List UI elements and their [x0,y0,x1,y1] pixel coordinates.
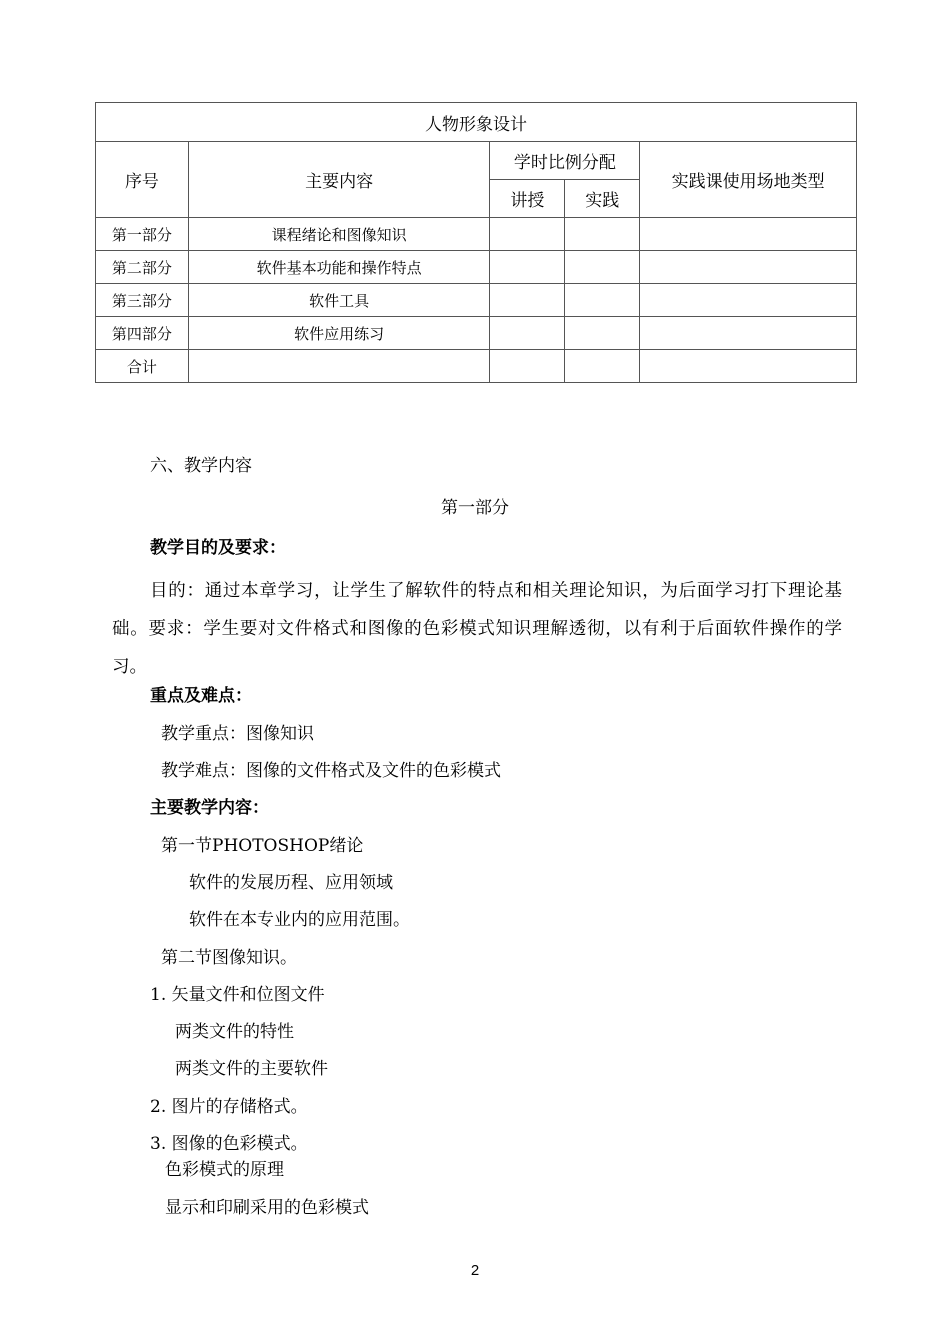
row-venue [640,284,857,317]
header-seq: 序号 [96,142,189,218]
total-label: 合计 [96,350,189,383]
objectives-heading: 教学目的及要求： [150,538,286,558]
lesson-1-item: 软件的发展历程、应用领域 [189,873,393,893]
row-venue [640,317,857,350]
row-content: 课程绪论和图像知识 [188,218,490,251]
row-venue [640,251,857,284]
list-subitem: 色彩模式的原理 [165,1160,284,1180]
row-content: 软件应用练习 [188,317,490,350]
header-lecture: 讲授 [490,180,565,218]
list-item: 2. 图片的存储格式。 [150,1097,308,1117]
row-lecture [490,317,565,350]
row-practice [565,350,640,383]
row-content: 软件基本功能和操作特点 [188,251,490,284]
table-row [96,317,857,350]
list-item: 3. 图像的色彩模式。 [150,1134,308,1154]
row-venue [640,218,857,251]
list-item: 1. 矢量文件和位图文件 [150,985,325,1005]
table-total-row [96,350,857,383]
row-seq: 第二部分 [96,251,189,284]
lesson-2-title: 第二节图像知识。 [161,948,297,968]
row-seq: 第四部分 [96,317,189,350]
row-lecture [490,350,565,383]
key-point: 教学重点：图像知识 [161,724,314,744]
header-content: 主要内容 [188,142,490,218]
row-lecture [490,251,565,284]
list-subitem: 两类文件的主要软件 [175,1059,328,1079]
part-title: 第一部分 [441,498,509,518]
header-practice: 实践 [565,180,640,218]
header-venue: 实践课使用场地类型 [640,142,857,218]
table-title: 人物形象设计 [96,103,857,142]
page-number: 2 [470,1262,480,1279]
row-practice [565,251,640,284]
course-hours-table [95,102,857,383]
difficulty-point: 教学难点：图像的文件格式及文件的色彩模式 [161,761,501,781]
row-seq: 第一部分 [96,218,189,251]
table-row [96,284,857,317]
list-subitem: 两类文件的特性 [175,1022,294,1042]
row-venue [640,350,857,383]
table-row [96,251,857,284]
row-content: 软件工具 [188,284,490,317]
row-content [188,350,490,383]
section-heading: 六、教学内容 [150,456,252,476]
row-practice [565,284,640,317]
lesson-1-item: 软件在本专业内的应用范围。 [189,910,410,930]
table-row [96,218,857,251]
objectives-paragraph: 目的：通过本章学习，让学生了解软件的特点和相关理论知识，为后面学习打下理论基础。要求：学生要对文件格式和图像的色彩模式知识理解透彻，以有利于后面软件操作的学习。 [112,581,842,677]
key-heading: 重点及难点： [150,686,252,706]
row-practice [565,218,640,251]
header-hours: 学时比例分配 [490,142,640,180]
row-practice [565,317,640,350]
row-lecture [490,284,565,317]
list-subitem: 显示和印刷采用的色彩模式 [165,1198,369,1218]
lesson-1-title: 第一节PHOTOSHOP绪论 [161,836,364,856]
content-heading: 主要教学内容： [150,798,269,818]
row-seq: 第三部分 [96,284,189,317]
row-lecture [490,218,565,251]
